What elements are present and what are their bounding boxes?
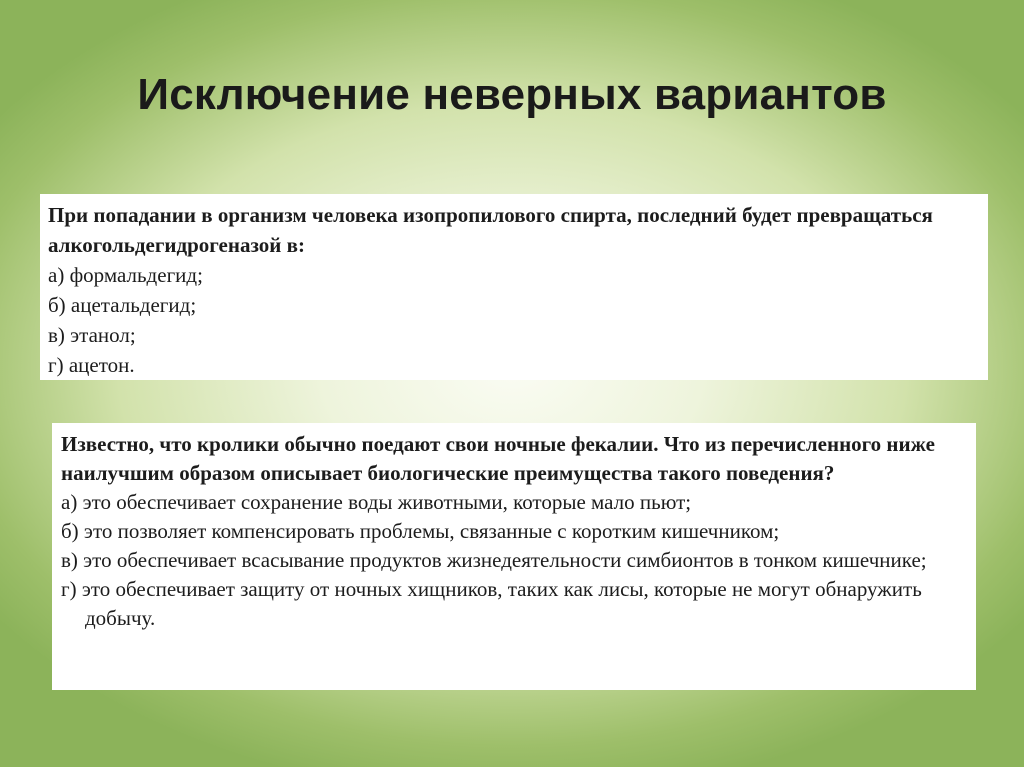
question-1-option-d: г) ацетон.	[48, 353, 135, 377]
question-2-option-b: б) это позволяет компенсировать проблемы, связанные с коротким кишечником;	[61, 519, 780, 543]
question-2-option-a: а) это обеспечивает сохранение воды животными, которые мало пьют;	[61, 490, 692, 514]
question-box-1	[40, 194, 988, 380]
slide-title: Исключение неверных вариантов	[137, 70, 887, 119]
question-2-option-d: г) это обеспечивает защиту от ночных хищников, таких как лисы, которые не могут обнаружить добычу.	[61, 577, 922, 630]
question-2-text: Известно, что кролики обычно поедают свои ночные фекалии. Что из перечисленного ниже наилучшим образом описывает биологические преимущества такого поведения?	[61, 432, 935, 485]
question-1-text: При попадании в организм человека изопропилового спирта, последний будет превращаться алкогольдегидрогеназой в:	[48, 203, 933, 257]
question-1-option-a: а) формальдегид;	[48, 263, 203, 287]
question-1-option-b: б) ацетальдегид;	[48, 293, 197, 317]
question-box-2	[52, 423, 976, 690]
question-2-option-c: в) это обеспечивает всасывание продуктов жизнедеятельности симбионтов в тонком кишечнике;	[61, 548, 927, 572]
question-1-option-c: в) этанол;	[48, 323, 136, 347]
